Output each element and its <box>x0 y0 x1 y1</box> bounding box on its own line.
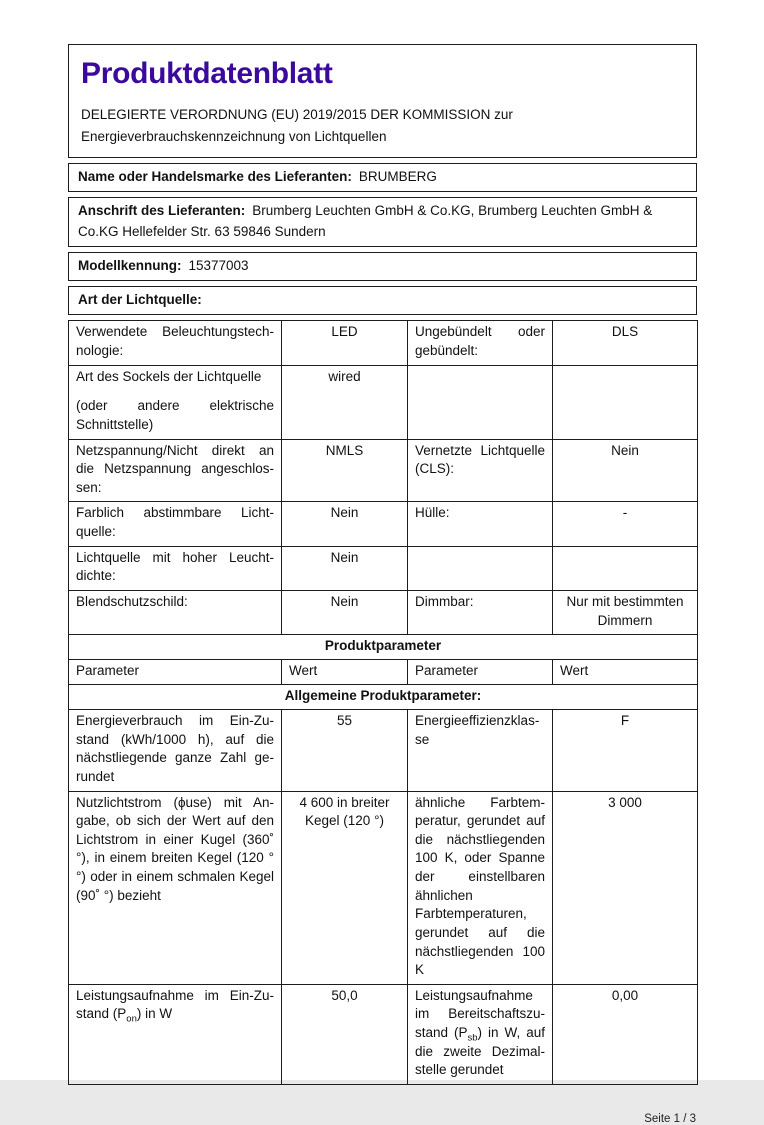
param-label-text: ) in W, auf die zweite Dezimalstelle gerundet <box>415 1025 545 1078</box>
param-label-text: Leistungsaufnahme im Ein-Zustand (P <box>76 987 274 1022</box>
param-label-cell: Hülle: <box>408 502 553 546</box>
param-value-cell: Nein <box>553 439 698 502</box>
table-row <box>69 984 698 1084</box>
param-value-cell: F <box>553 710 698 792</box>
param-label-line: (oder andere elektrische Schnittstelle) <box>76 398 274 432</box>
title-block <box>68 44 697 158</box>
table-row <box>69 590 698 634</box>
page-number: Seite 1 / 3 <box>644 1112 696 1125</box>
param-label-cell: Ungebündelt oder gebündelt: <box>408 321 553 365</box>
supplier-name-row <box>68 163 697 192</box>
subscript-on: on <box>126 1014 137 1026</box>
table-row <box>69 546 698 590</box>
table-row <box>69 365 698 439</box>
param-label-cell <box>69 365 282 439</box>
param-value-cell: - <box>553 502 698 546</box>
supplier-address-value: Brumberg Leuchten GmbH & Co.KG, Brumberg Leuchten GmbH & Co.KG Hellefelder Str. 63 59846 Sundern <box>78 203 653 239</box>
param-label-cell: ähnliche Farbtemperatur, gerundet auf die nächstliegenden 100 K, oder Spanne der einstellbaren ähnlichen Farbtemperaturen, gerundet auf die nächstliegenden 100 K <box>408 791 553 984</box>
param-value-cell: 3 000 <box>553 791 698 984</box>
param-value-cell <box>553 546 698 590</box>
param-value-cell: 0,00 <box>553 984 698 1084</box>
column-header-row <box>69 659 698 685</box>
column-header: Parameter <box>408 659 553 685</box>
light-source-section-title: Art der Lichtquelle: <box>78 292 202 308</box>
parameters-table <box>68 320 698 1085</box>
param-value-cell: 4 600 in breiter Kegel (120 °) <box>282 791 408 984</box>
param-label-cell: Netzspannung/Nicht direkt an die Netzspannung angeschlossen: <box>69 439 282 502</box>
page-title: Produktdatenblatt <box>81 57 333 90</box>
param-value-cell: LED <box>282 321 408 365</box>
model-id-value: 15377003 <box>188 257 249 273</box>
light-source-section-header <box>68 286 697 315</box>
supplier-address-row <box>68 197 697 247</box>
param-label-cell: Nutzlichtstrom (ϕuse) mit Angabe, ob sich der Wert auf den Lichtstrom in einer Kugel (360˚ °), in einem breiten Kegel (120 °°) oder in einem schmalen Kegel (90˚ °) bezieht <box>69 791 282 984</box>
param-label-cell <box>408 365 553 439</box>
table-row <box>69 791 698 984</box>
param-label-cell: Blendschutzschild: <box>69 590 282 634</box>
table-row <box>69 321 698 365</box>
product-parameters-header-row <box>69 635 698 660</box>
supplier-name-label: Name oder Handelsmarke des Lieferanten: <box>78 169 352 185</box>
param-value-cell: 55 <box>282 710 408 792</box>
table-row <box>69 439 698 502</box>
regulation-subtitle: DELEGIERTE VERORDNUNG (EU) 2019/2015 DER KOMMISSION zur Energieverbrauchskennzeichnung von Lichtquellen <box>81 107 513 144</box>
param-label-cell: Vernetzte Lichtquelle (CLS): <box>408 439 553 502</box>
table-row <box>69 710 698 792</box>
param-value-cell: Nein <box>282 502 408 546</box>
column-header: Wert <box>282 659 408 685</box>
param-value-cell: DLS <box>553 321 698 365</box>
general-parameters-title: Allgemeine Produktparameter: <box>69 685 698 710</box>
param-label-cell: Lichtquelle mit hoher Leuchtdichte: <box>69 546 282 590</box>
param-label-text: ) in W <box>136 1006 173 1022</box>
param-value-cell: Nur mit bestimmten Dimmern <box>553 590 698 634</box>
param-value-cell: wired <box>282 365 408 439</box>
model-id-row <box>68 252 697 281</box>
param-label-line: Art des Sockels der Lichtquelle <box>76 368 262 384</box>
param-value-cell: 50,0 <box>282 984 408 1084</box>
param-label-cell: Energieverbrauch im Ein-Zustand (kWh/1000 h), auf die nächstliegende ganze Zahl gerundet <box>69 710 282 792</box>
param-label-cell: Farblich abstimmbare Lichtquelle: <box>69 502 282 546</box>
param-label-cell <box>408 546 553 590</box>
supplier-address-label: Anschrift des Lieferanten: <box>78 203 246 219</box>
param-label-cell: Dimmbar: <box>408 590 553 634</box>
subscript-sb: sb <box>467 1032 478 1044</box>
param-value-cell: Nein <box>282 546 408 590</box>
param-value-cell: NMLS <box>282 439 408 502</box>
supplier-name-value: BRUMBERG <box>358 169 437 185</box>
model-id-label: Modellkennung: <box>78 257 182 273</box>
product-parameters-title: Produktparameter <box>69 635 698 660</box>
param-label-text: Leistungsaufnahme im Bereitschaftszustand (P <box>415 987 545 1041</box>
param-label-cell <box>69 984 282 1084</box>
param-label-cell: Energieeffizienzklasse <box>408 710 553 792</box>
table-row <box>69 502 698 546</box>
param-value-cell <box>553 365 698 439</box>
column-header: Wert <box>553 659 698 685</box>
param-label-cell: Verwendete Beleuchtungstechnologie: <box>69 321 282 365</box>
param-value-cell: Nein <box>282 590 408 634</box>
general-parameters-header-row <box>69 685 698 710</box>
column-header: Parameter <box>69 659 282 685</box>
param-label-cell <box>408 984 553 1084</box>
